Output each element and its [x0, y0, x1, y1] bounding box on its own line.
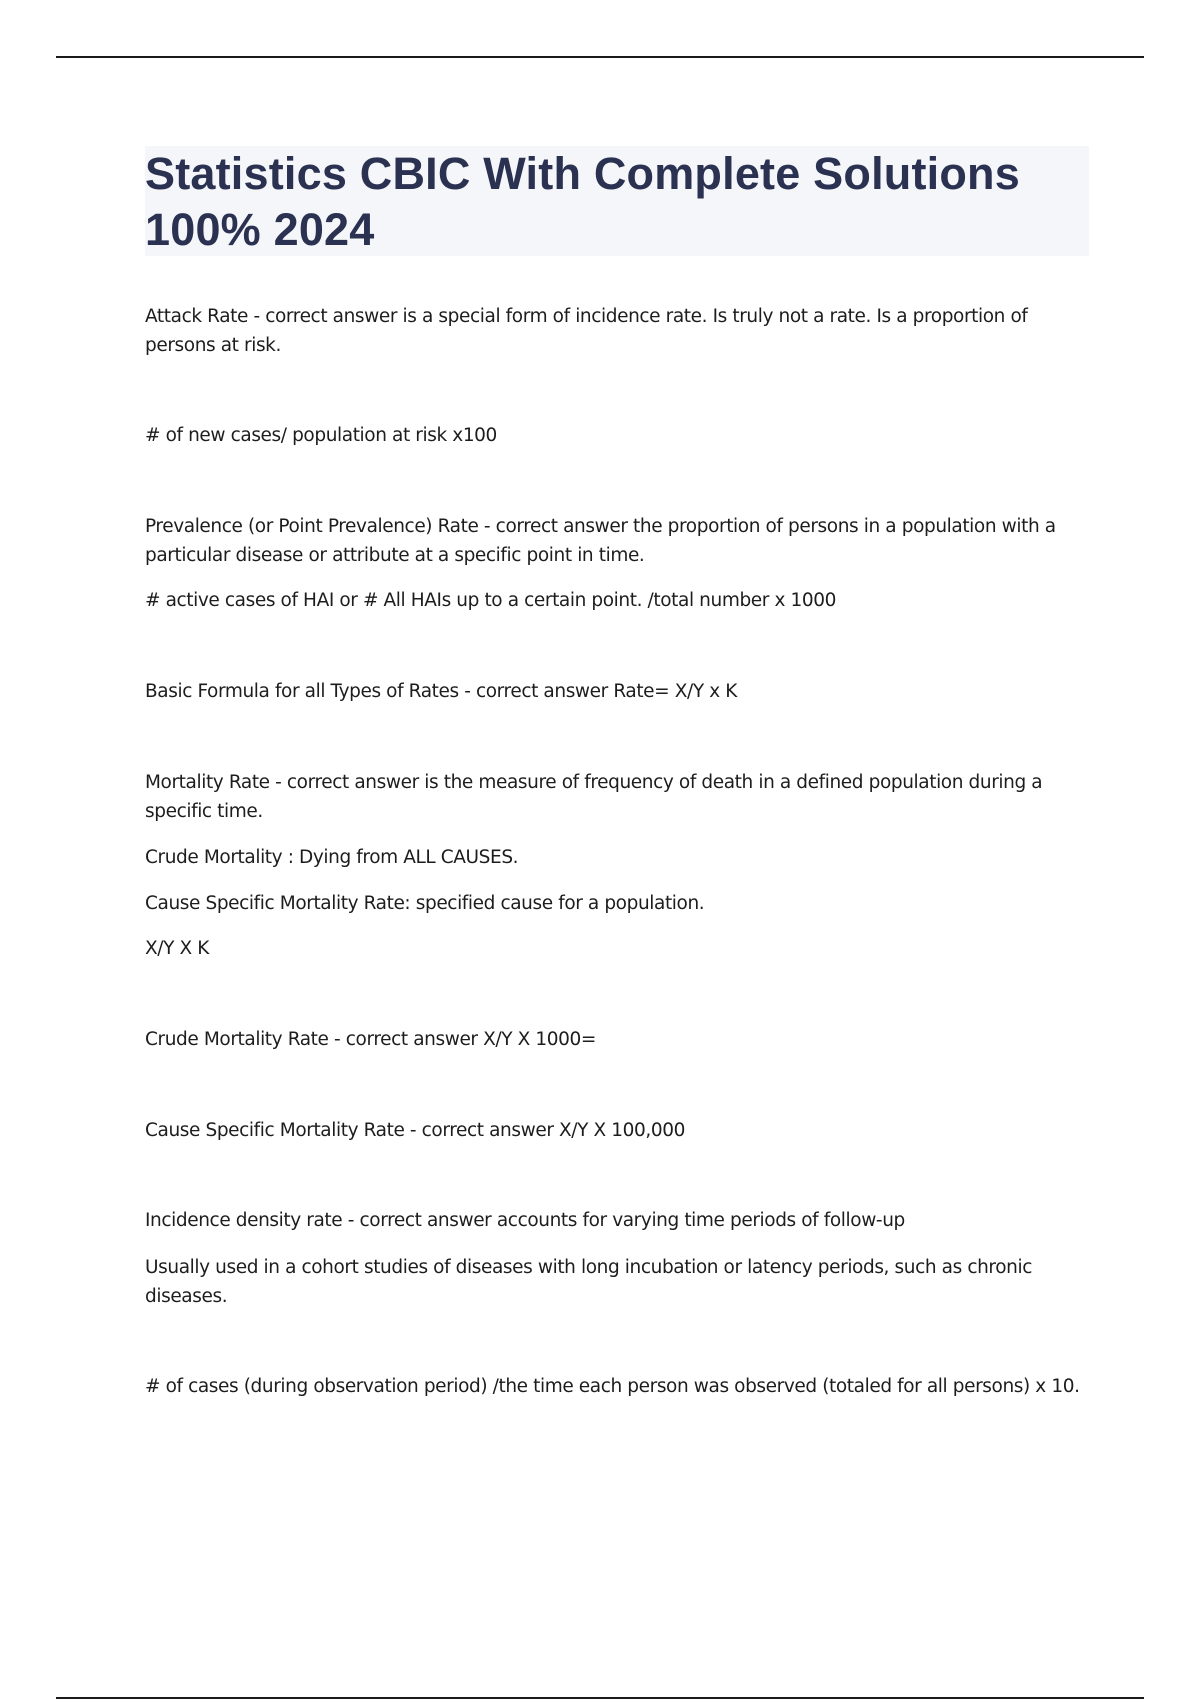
paragraph-cause-specific-rate: Cause Specific Mortality Rate - correct answer X/Y X 100,000: [145, 1120, 685, 1141]
paragraph-cause-specific: Cause Specific Mortality Rate: specified cause for a population.: [145, 893, 705, 914]
top-rule: [56, 56, 1144, 58]
paragraph-crude-mortality: Crude Mortality : Dying from ALL CAUSES.: [145, 847, 519, 868]
bottom-rule: [56, 1697, 1144, 1699]
paragraph-attack-rate-formula: # of new cases/ population at risk x100: [145, 425, 497, 446]
title-banner: [145, 146, 1089, 256]
paragraph-mortality-rate: Mortality Rate - correct answer is the measure of frequency of death in a defined population during a specific time.: [145, 772, 1043, 822]
paragraph-cohort-studies: Usually used in a cohort studies of diseases with long incubation or latency periods, such as chronic diseases.: [145, 1257, 1032, 1307]
paragraph-crude-mortality-rate: Crude Mortality Rate - correct answer X/Y X 1000=: [145, 1029, 596, 1050]
paragraph-basic-formula: Basic Formula for all Types of Rates - correct answer Rate= X/Y x K: [145, 681, 737, 702]
document-title: Statistics CBIC With Complete Solutions 100% 2024: [145, 148, 1020, 255]
paragraph-xyk: X/Y X K: [145, 938, 209, 959]
paragraph-prevalence-formula: # active cases of HAI or # All HAIs up to a certain point. /total number x 1000: [145, 590, 836, 611]
paragraph-attack-rate: Attack Rate - correct answer is a special form of incidence rate. Is truly not a rate. Is a proportion of persons at risk.: [145, 306, 1028, 356]
paragraph-prevalence-rate: Prevalence (or Point Prevalence) Rate - correct answer the proportion of persons in a population with a particular disease or attribute at a specific point in time.: [145, 516, 1056, 566]
paragraph-incidence-density: Incidence density rate - correct answer accounts for varying time periods of follow-up: [145, 1210, 905, 1231]
paragraph-incidence-formula: # of cases (during observation period) /the time each person was observed (totaled for all persons) x 10.: [145, 1376, 1080, 1397]
